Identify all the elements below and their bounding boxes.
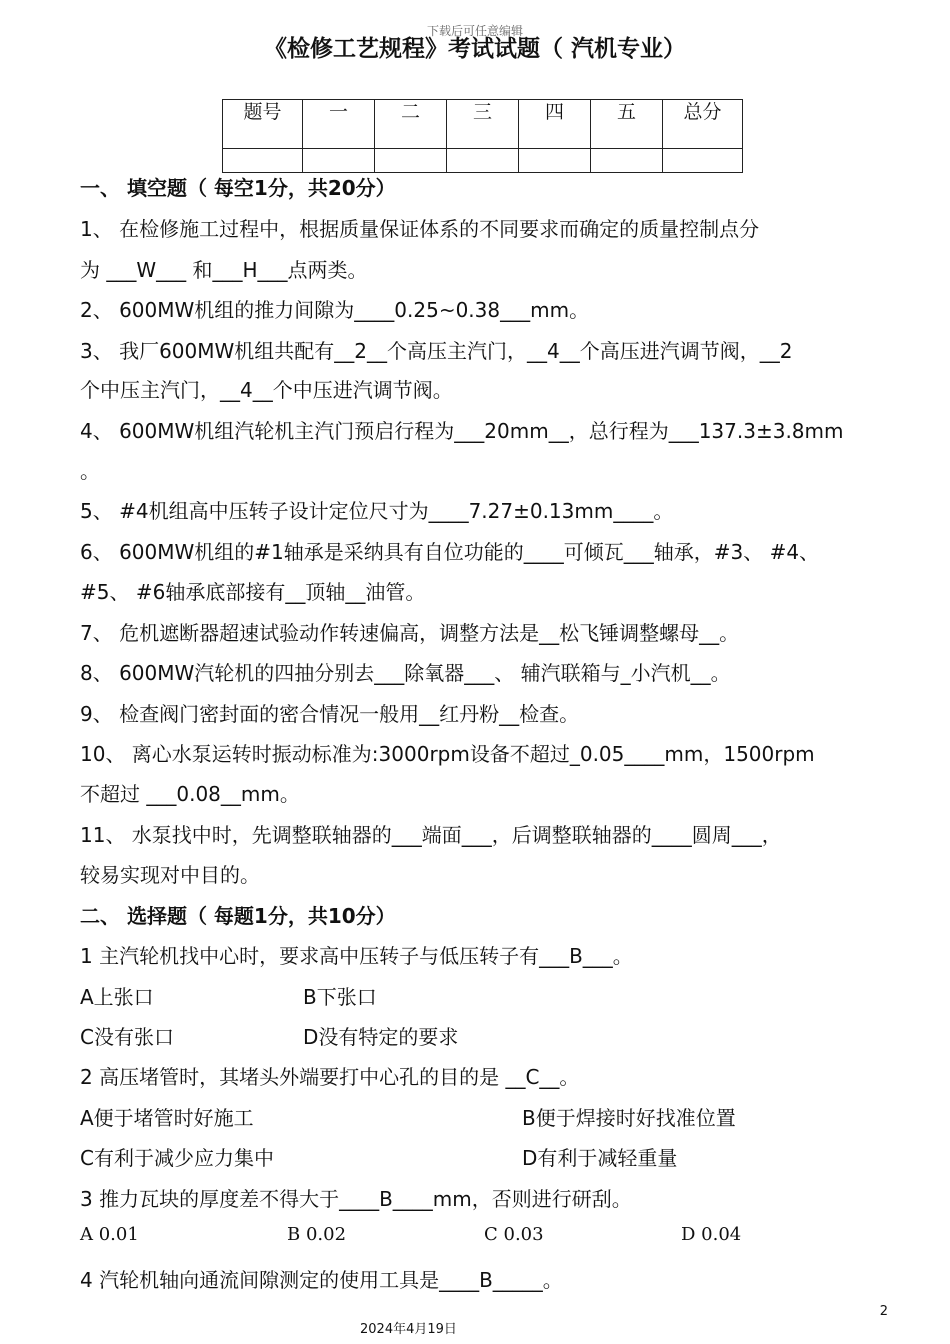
question-line: 较易实现对中目的。 <box>80 863 260 887</box>
option-c: C没有张口 <box>80 1025 174 1049</box>
option-c: C有利于减少应力集中 <box>80 1146 274 1170</box>
score-header-cell: 三 <box>447 100 519 149</box>
question-line: 10、 离心水泵运转时振动标准为:3000rpm设备不超过_0.05____mm，1500rpm <box>80 742 815 766</box>
question-line: 6、 600MW机组的#1轴承是采纳具有自位功能的____可倾瓦___轴承，#3、 #4、 <box>80 540 820 564</box>
question-line: 2、 600MW机组的推力间隙为____0.25~0.38___mm。 <box>80 298 590 322</box>
score-header-cell: 四 <box>519 100 591 149</box>
question-line: 4、 600MW机组汽轮机主汽门预启行程为___20mm__，总行程为___137.3±3.8mm <box>80 419 844 443</box>
score-header-cell: 题号 <box>223 100 303 149</box>
question-line: 7、 危机遮断器超速试验动作转速偏高，调整方法是__松飞锤调整螺母__。 <box>80 621 740 645</box>
option-d: D没有特定的要求 <box>303 1025 459 1049</box>
watermark: 下载后可任意编辑 <box>426 24 523 38</box>
question-line: 8、 600MW汽轮机的四抽分别去___除氧器___、 辅汽联箱与_小汽机__。 <box>80 661 731 685</box>
score-table-header-row <box>223 100 743 149</box>
question-line: #5、 #6轴承底部接有__顶轴__油管。 <box>80 580 426 604</box>
question-line: 11、 水泵找中时，先调整联轴器的___端面___，后调整联轴器的____圆周___， <box>80 823 782 847</box>
option-c: C 0.03 <box>484 1224 544 1245</box>
question-line: 3 推力瓦块的厚度差不得大于____B____mm，否则进行研刮。 <box>80 1187 632 1211</box>
score-cell[interactable] <box>663 149 743 173</box>
score-header-cell: 一 <box>303 100 375 149</box>
question-line: 4 汽轮机轴向通流间隙测定的使用工具是____B_____。 <box>80 1268 563 1292</box>
option-b: B 0.02 <box>287 1224 347 1245</box>
score-cell[interactable] <box>303 149 375 173</box>
option-d: D有利于减轻重量 <box>522 1146 678 1170</box>
section-heading-choice: 二、 选择题（ 每题1分，共10分） <box>80 904 396 928</box>
option-b: B下张口 <box>303 985 377 1009</box>
question-line: 1、 在检修施工过程中，根据质量保证体系的不同要求而确定的质量控制点分 <box>80 217 760 241</box>
option-a: A便于堵管时好施工 <box>80 1106 254 1130</box>
question-line: 9、 检查阀门密封面的密合情况一般用__红丹粉__检查。 <box>80 702 580 726</box>
score-table <box>222 99 743 173</box>
question-line: 个中压主汽门，__4__个中压进汽调节阀。 <box>80 378 453 402</box>
question-line: 为 ___W___ 和___H___点两类。 <box>80 258 368 282</box>
option-a: A 0.01 <box>80 1224 139 1245</box>
question-line: 不超过 ___0.08__mm。 <box>80 782 300 806</box>
question-line: 2 高压堵管时，其堵头外端要打中心孔的目的是 __C__。 <box>80 1065 580 1089</box>
page-title: 《检修工艺规程》考试试题（ 汽机专业） <box>263 36 686 62</box>
option-d: D 0.04 <box>681 1224 742 1245</box>
question-line: 1 主汽轮机找中心时，要求高中压转子与低压转子有___B___。 <box>80 944 633 968</box>
footer-date: 2024年4月19日 <box>360 1322 457 1337</box>
question-line: 。 <box>80 459 100 483</box>
score-cell[interactable] <box>375 149 447 173</box>
score-cell[interactable] <box>447 149 519 173</box>
page-number: 2 <box>879 1304 888 1319</box>
score-cell[interactable] <box>591 149 663 173</box>
section-heading-fill-blank: 一、 填空题（ 每空1分，共20分） <box>80 176 396 200</box>
score-header-cell: 五 <box>591 100 663 149</box>
score-cell[interactable] <box>519 149 591 173</box>
question-line: 3、 我厂600MW机组共配有__2__个高压主汽门，__4__个高压进汽调节阀，__2 <box>80 339 793 363</box>
question-line: 5、 #4机组高中压转子设计定位尺寸为____7.27±0.13mm____。 <box>80 499 674 523</box>
score-header-cell: 总分 <box>663 100 743 149</box>
score-cell[interactable] <box>223 149 303 173</box>
option-b: B便于焊接时好找准位置 <box>522 1106 736 1130</box>
option-a: A上张口 <box>80 985 154 1009</box>
score-header-cell: 二 <box>375 100 447 149</box>
score-table-blank-row <box>223 149 743 173</box>
